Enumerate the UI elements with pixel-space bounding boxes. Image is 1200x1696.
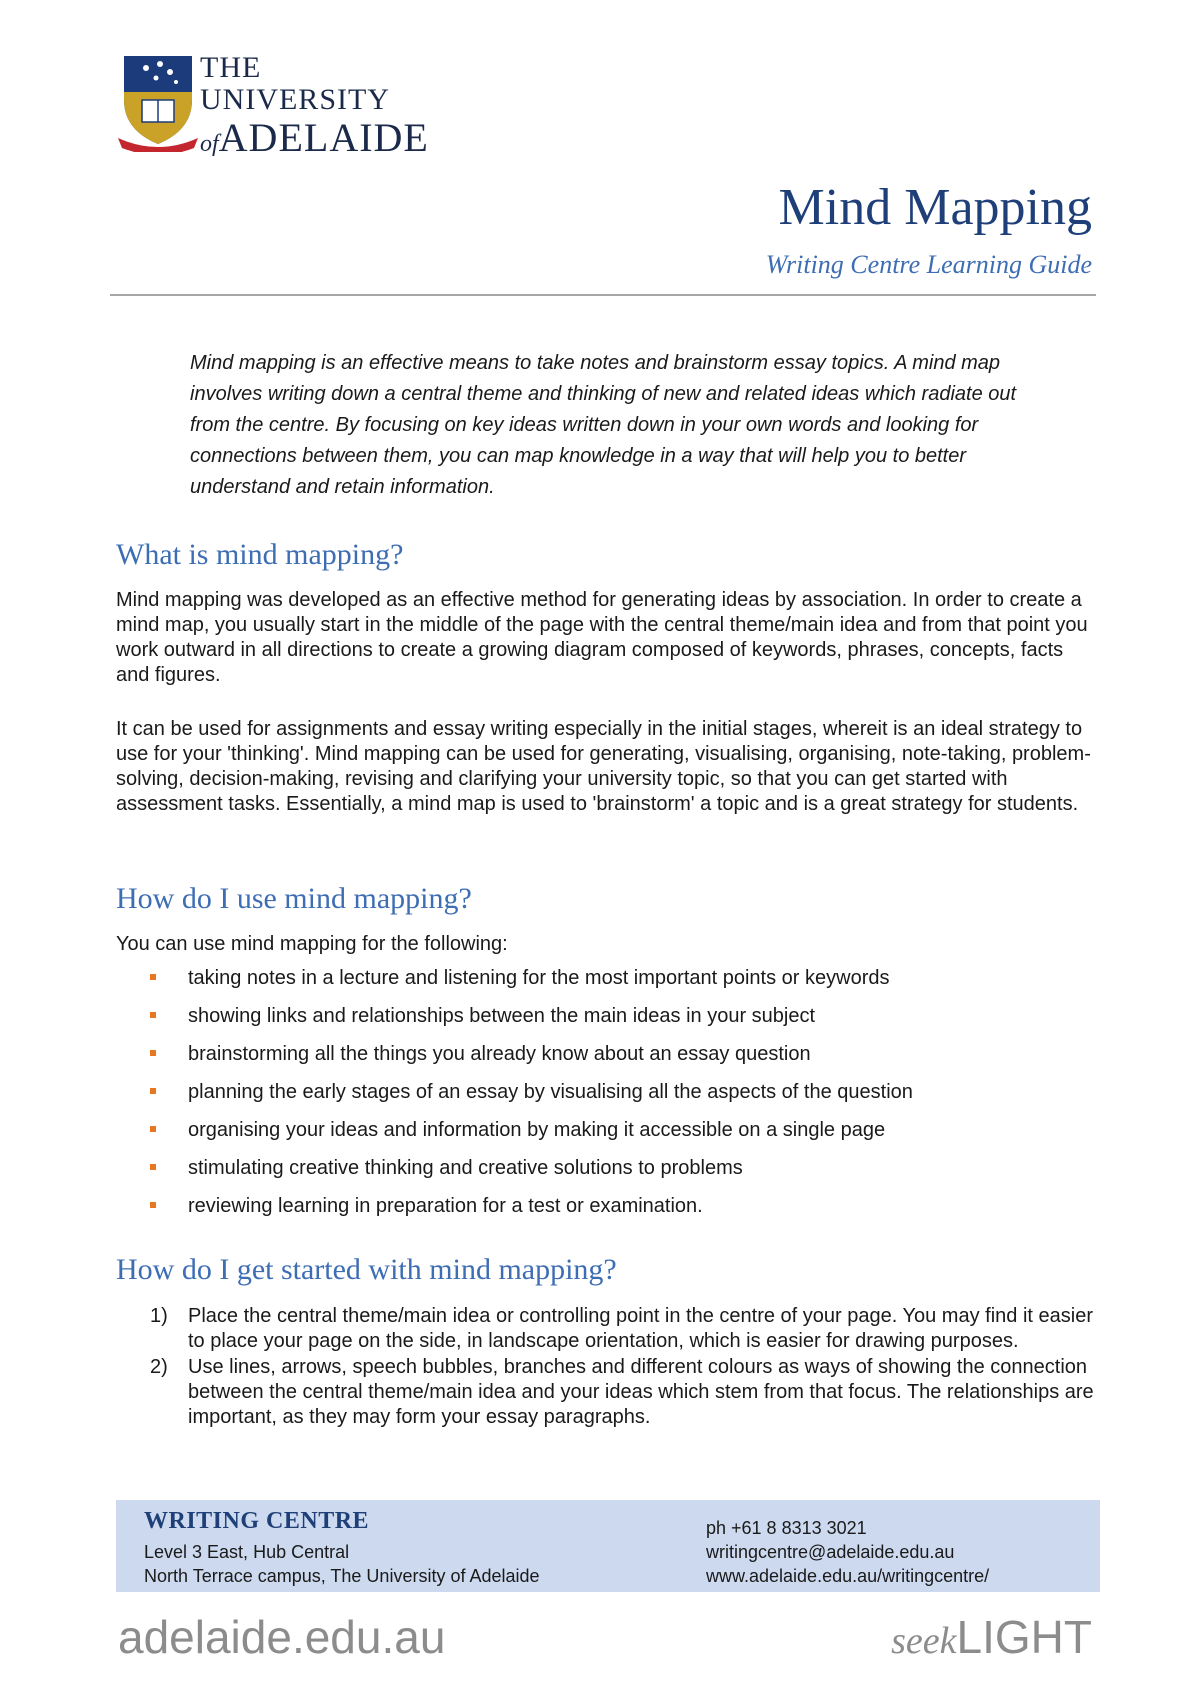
bullet-icon bbox=[150, 1050, 156, 1056]
crest-icon bbox=[118, 52, 198, 152]
list-item bbox=[150, 1079, 913, 1117]
step-number: 2) bbox=[150, 1356, 168, 1378]
bullet-icon bbox=[150, 974, 156, 980]
list-item bbox=[150, 1117, 913, 1155]
section1-paragraph-2: It can be used for assignments and essay writing especially in the initial stages, whereit is an ideal strategy to use for your 'thinking'. Mind mapping can be used for generating, visualising, organising, note-taking, problem-solving, decision-making, revising and clarifying your university topic, so that you can get started with assessment tasks. Essentially, a mind map is used to 'brainstorm' a topic and is a great strategy for students. bbox=[116, 718, 1091, 815]
list-item-text: planning the early stages of an essay by visualising all the aspects of the question bbox=[188, 1081, 913, 1103]
step-text: Place the central theme/main idea or controlling point in the centre of your page. You may find it easier to place your page on the side, in landscape orientation, which is easier for drawing purposes. bbox=[188, 1305, 1093, 1352]
list-item-text: taking notes in a lecture and listening for the most important points or keywords bbox=[188, 967, 890, 989]
logo-wordmark bbox=[200, 52, 438, 166]
list-item-text: reviewing learning in preparation for a test or examination. bbox=[188, 1195, 703, 1217]
list-item bbox=[150, 1193, 913, 1231]
step-text: Use lines, arrows, speech bubbles, branches and different colours as ways of showing the connection between the central theme/main idea and your ideas which stem from that focus. The relationships are important, as they may form your essay paragraphs. bbox=[188, 1356, 1094, 1428]
steps-list bbox=[140, 1304, 1100, 1431]
seek-word: seek bbox=[891, 1620, 957, 1662]
step-item bbox=[140, 1304, 1100, 1354]
email-link[interactable]: writingcentre@adelaide.edu.au bbox=[706, 1542, 955, 1562]
address-line-2: North Terrace campus, The University of Adelaide bbox=[144, 1566, 540, 1586]
list-item-text: stimulating creative thinking and creative solutions to problems bbox=[188, 1157, 743, 1179]
logo-adelaide: ADELAIDE bbox=[218, 115, 429, 160]
step-item bbox=[140, 1355, 1100, 1430]
title-divider bbox=[110, 294, 1096, 296]
logo-line-1: THE UNIVERSITY bbox=[200, 51, 390, 116]
bullet-icon bbox=[150, 1088, 156, 1094]
seek-light-tagline bbox=[891, 1610, 1092, 1664]
bullet-icon bbox=[150, 1126, 156, 1132]
logo-of: of bbox=[200, 131, 219, 157]
list-item bbox=[150, 965, 913, 1003]
contact-box bbox=[116, 1500, 1100, 1592]
list-item-text: showing links and relationships between the main ideas in your subject bbox=[188, 1005, 816, 1027]
page-title: Mind Mapping bbox=[778, 179, 1092, 236]
bullet-icon bbox=[150, 1164, 156, 1170]
website-link[interactable]: www.adelaide.edu.au/writingcentre/ bbox=[706, 1566, 990, 1586]
step-number: 1) bbox=[150, 1305, 168, 1327]
list-item-text: brainstorming all the things you already know about an essay question bbox=[188, 1043, 811, 1065]
bottom-url: adelaide.edu.au bbox=[118, 1611, 446, 1663]
section-heading-what: What is mind mapping? bbox=[116, 538, 404, 571]
address-line-1: Level 3 East, Hub Central bbox=[144, 1542, 350, 1562]
list-item bbox=[150, 1155, 913, 1193]
section1-paragraph-1: Mind mapping was developed as an effective method for generating ideas by association. In order to create a mind map, you usually start in the middle of the page with the central theme/main idea and from that point you work outward in all directions to create a growing diagram composed of keywords, phrases, concepts, facts and figures. bbox=[116, 589, 1088, 686]
writing-centre-title: WRITING CENTRE bbox=[144, 1508, 370, 1534]
logo-line-2 bbox=[200, 116, 438, 166]
bullet-icon bbox=[150, 1012, 156, 1018]
list-item bbox=[150, 1041, 913, 1079]
phone-number: ph +61 8 8313 3021 bbox=[706, 1518, 867, 1538]
list-item-text: organising your ideas and information by making it accessible on a single page bbox=[188, 1119, 886, 1141]
bullet-icon bbox=[150, 1202, 156, 1208]
light-word: LIGHT bbox=[956, 1611, 1092, 1663]
intro-paragraph: Mind mapping is an effective means to take notes and brainstorm essay topics. A mind map involves writing down a central theme and thinking of new and related ideas which radiate out from the centre. By focusing on key ideas written down in your own words and looking for connections between them, you can map knowledge in a way that will help you to better understand and retain information. bbox=[190, 352, 1017, 498]
page-subtitle: Writing Centre Learning Guide bbox=[765, 250, 1092, 279]
university-logo bbox=[118, 52, 438, 162]
section2-lead: You can use mind mapping for the following: bbox=[116, 933, 508, 955]
use-list bbox=[150, 965, 913, 1231]
section-heading-how-use: How do I use mind mapping? bbox=[116, 882, 472, 915]
section-heading-get-started: How do I get started with mind mapping? bbox=[116, 1253, 617, 1286]
list-item bbox=[150, 1003, 913, 1041]
